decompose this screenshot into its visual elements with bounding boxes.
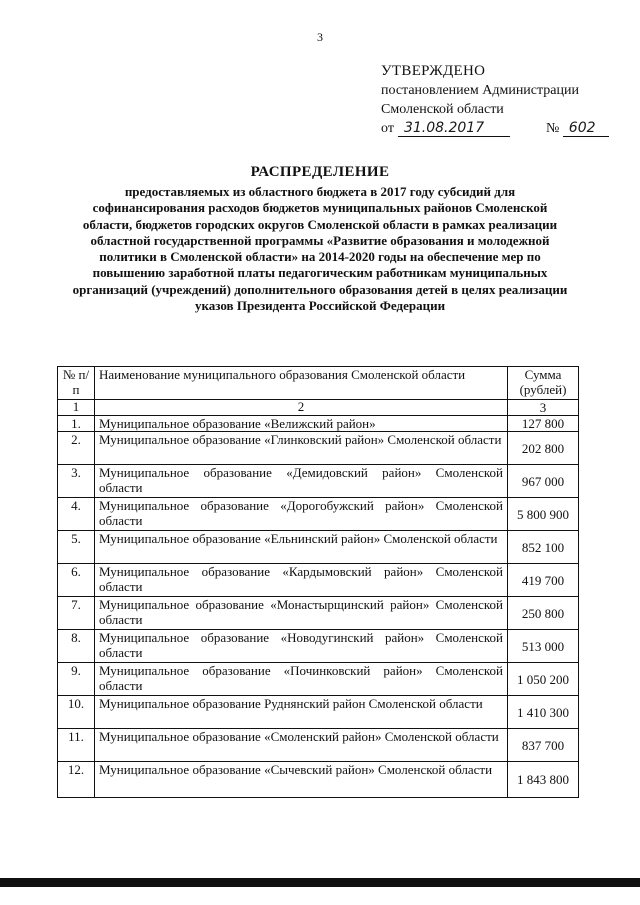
row-num: 5. [58,531,95,564]
index-num: 1 [58,400,95,416]
allocation-table [57,366,579,798]
index-name: 2 [95,400,508,416]
row-num: 2. [58,432,95,465]
row-name: Муниципальное образование «Ельнинский район» Смоленской области [95,531,508,564]
date-prefix: от [381,121,394,136]
number-sign: № [545,121,560,136]
table-row [58,762,579,798]
table-row [58,465,579,498]
row-num: 12. [58,762,95,798]
header-num: № п/п [58,367,95,400]
row-sum: 127 800 [508,416,579,432]
document-subtitle: предоставляемых из областного бюджета в 2017 году субсидий для софинансирования расходов бюджетов муниципальных районов Смоленской области, бюджетов городских округов Смоленской области в рамках реализации областной государственной программы «Развитие образования и молодежной политики в Смоленской области» на 2014-2020 годы на обеспечение мер по повышению заработной платы педагогическим работникам муниципальных организаций (учреждений) дополнительного образования детей в целях реализации указов Президента Российской Федерации [72,184,568,314]
row-sum: 419 700 [508,564,579,597]
row-sum: 1 843 800 [508,762,579,798]
table-index-row [58,400,579,416]
table-row [58,531,579,564]
page-number: 3 [317,30,323,44]
row-name: Муниципальное образование «Демидовский район» Смоленской области [95,465,508,498]
row-num: 6. [58,564,95,597]
index-sum: 3 [508,400,579,416]
row-num: 7. [58,597,95,630]
row-num: 10. [58,696,95,729]
row-name: Муниципальное образование «Новодугинский район» Смоленской области [95,630,508,663]
row-sum: 852 100 [508,531,579,564]
row-sum: 250 800 [508,597,579,630]
document-title: РАСПРЕДЕЛЕНИЕ [250,164,390,180]
scan-edge-bar [0,878,640,887]
approval-stamp [381,62,609,138]
table-row [58,630,579,663]
row-name: Муниципальное образование «Кардымовский район» Смоленской области [95,564,508,597]
row-name: Муниципальное образование «Монастырщинский район» Смоленской области [95,597,508,630]
table-row [58,498,579,531]
handwritten-date: 31.08.2017 [398,120,510,137]
row-sum: 202 800 [508,432,579,465]
header-name: Наименование муниципального образования Смоленской области [95,367,508,400]
row-sum: 837 700 [508,729,579,762]
handwritten-number: 602 [563,120,609,137]
approval-line-region: Смоленской области [381,102,504,117]
table-row [58,564,579,597]
row-name: Муниципальное образование «Смоленский район» Смоленской области [95,729,508,762]
row-sum: 513 000 [508,630,579,663]
row-num: 4. [58,498,95,531]
row-sum: 1 410 300 [508,696,579,729]
table-row [58,696,579,729]
row-name: Муниципальное образование «Велижский район» [95,416,508,432]
row-name: Муниципальное образование «Глинковский район» Смоленской области [95,432,508,465]
table-header-row [58,367,579,400]
row-name: Муниципальное образование «Сычевский район» Смоленской области [95,762,508,798]
table-row [58,416,579,432]
row-num: 8. [58,630,95,663]
approval-line-decree: постановлением Администрации [381,83,579,98]
row-name: Муниципальное образование Руднянский район Смоленской области [95,696,508,729]
row-num: 3. [58,465,95,498]
row-num: 9. [58,663,95,696]
row-num: 1. [58,416,95,432]
row-name: Муниципальное образование «Дорогобужский район» Смоленской области [95,498,508,531]
row-name: Муниципальное образование «Починковский район» Смоленской области [95,663,508,696]
table-row [58,663,579,696]
table-row [58,597,579,630]
row-sum: 967 000 [508,465,579,498]
row-sum: 5 800 900 [508,498,579,531]
row-sum: 1 050 200 [508,663,579,696]
approval-date-line [381,119,609,138]
header-sum: Сумма (рублей) [508,367,579,400]
approval-title: УТВЕРЖДЕНО [381,63,486,79]
table-row [58,432,579,465]
row-num: 11. [58,729,95,762]
table-row [58,729,579,762]
document-heading [70,164,570,314]
